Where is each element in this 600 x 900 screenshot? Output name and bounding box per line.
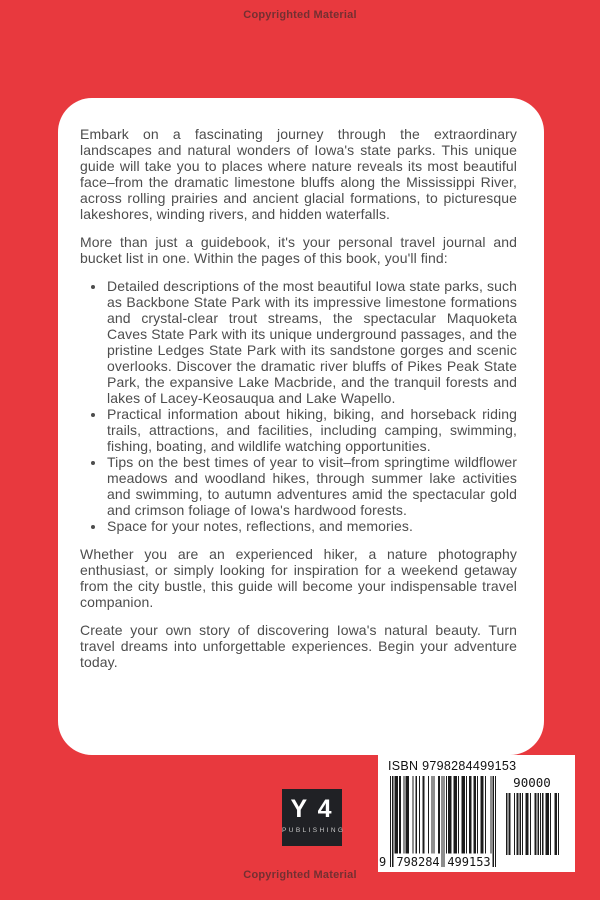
back-cover-text-panel [58, 98, 544, 755]
copyright-notice-bottom: Copyrighted Material [243, 869, 357, 881]
price-code: 90000 [513, 775, 551, 790]
ean5-addon-bars [505, 793, 559, 855]
barcode-digit-group-left: 798284 [396, 855, 440, 869]
isbn-label: ISBN 9798284499153 [388, 759, 517, 773]
barcode-panel [378, 755, 575, 872]
list-item: • Detailed descriptions of the most beautiful Iowa state parks, such as Backbone State Park with its impressive limestone formations and crystal-clear trout streams, the spectacular Maquoketa Caves State Park with its unique underground passages, and the pristine Ledges State Park with its sandstone gorges and scenic overlooks. Discover the dramatic river bluffs of Pikes Peak State Park, the expansive Lake Macbride, and the tranquil forests and lakes of Lacey-Keosauqua and Lake Wapello. [106, 278, 517, 406]
publisher-logo-monogram: Y 4 [290, 795, 334, 823]
list-item: • Tips on the best times of year to visit–from springtime wildflower meadows and woodland hikes, through summer lake activities and swimming, to autumn adventures amid the spectacular gold and crimson foliage of Iowa's hardwood forests. [106, 454, 517, 518]
ean13-barcode [379, 776, 496, 869]
blurb-paragraph-lead-in: More than just a guidebook, it's your personal travel journal and bucket list in one. Within the pages of this book, you'll find: [80, 234, 517, 266]
copyright-notice-top: Copyrighted Material [243, 9, 357, 21]
publisher-logo [282, 789, 346, 846]
list-item: • Practical information about hiking, biking, and horseback riding trails, attractions, and facilities, including camping, swimming, fishing, boating, and wildlife watching opportunities. [106, 406, 517, 454]
blurb-paragraph-audience: Whether you are an experienced hiker, a nature photography enthusiast, or simply looking for inspiration for a weekend getaway from the city bustle, this guide will become your indispensable travel companion. [80, 546, 517, 610]
feature-list [80, 278, 517, 534]
barcode-lead-digit: 9 [379, 855, 387, 869]
blurb-paragraph-intro: Embark on a fascinating journey through the extraordinary landscapes and natural wonders of Iowa's state parks. This unique guide will take you to places where nature reveals its most beautiful face–from the dramatic limestone bluffs along the Mississippi River, across rolling prairies and ancient glacial formations, to picturesque lakeshores, winding rivers, and hidden waterfalls. [80, 126, 517, 222]
publisher-logo-subtitle: PUBLISHING [282, 827, 346, 834]
price-addon-barcode [503, 776, 561, 867]
list-item: • Space for your notes, reflections, and memories. [106, 518, 517, 534]
barcode-digit-group-right: 499153 [447, 855, 491, 869]
blurb-paragraph-closing: Create your own story of discovering Iowa's natural beauty. Turn travel dreams into unforgettable experiences. Begin your adventure today. [80, 622, 517, 670]
